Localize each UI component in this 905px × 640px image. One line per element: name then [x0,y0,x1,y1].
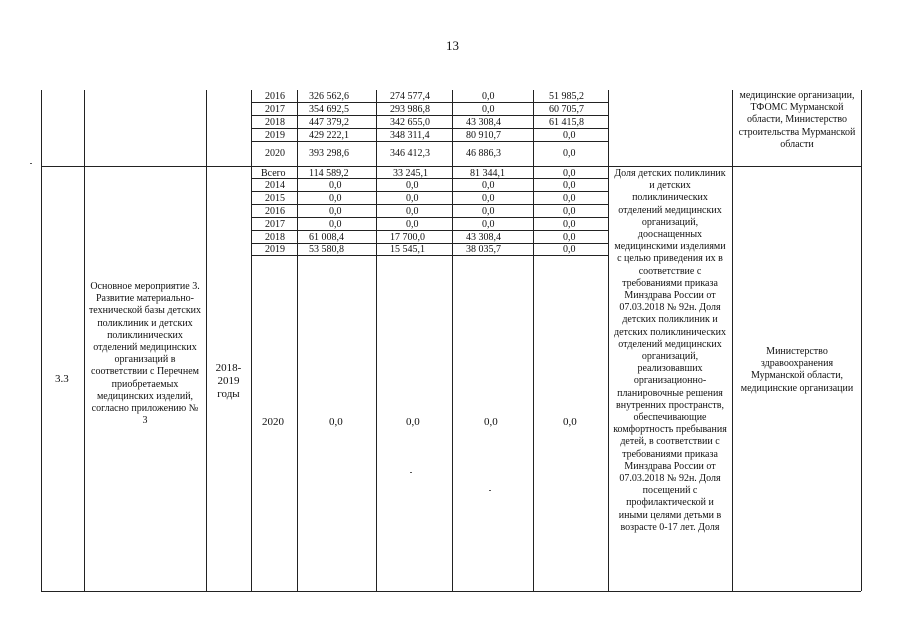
amount-cell: 0,0 [482,91,495,102]
amount-cell: 0,0 [406,219,419,230]
amount-cell: 0,0 [563,168,576,179]
table-border-right [861,90,862,591]
year-cell: 2016 [265,206,285,217]
row-divider [251,191,608,192]
amount-cell: 0,0 [563,193,576,204]
amount-cell: 274 577,4 [390,91,430,102]
amount-cell: 346 412,3 [390,148,430,159]
total-cell: 61 008,4 [309,232,344,243]
year-cell: 2017 [265,104,285,115]
amount-cell: 0,0 [563,130,576,141]
year-cell: 2015 [265,193,285,204]
amount-cell: 0,0 [563,180,576,191]
period-cell: 2018-2019 годы [215,362,242,400]
total-cell: 114 589,2 [309,168,349,179]
executors-cell: Министерство здравоохранения Мурманской области, медицинские организации [740,346,854,394]
total-cell: 0,0 [329,206,342,217]
total-cell: 0,0 [329,416,343,428]
row-divider [251,255,608,256]
amount-cell: 15 545,1 [390,244,425,255]
amount-cell: 17 700,0 [390,232,425,243]
amount-cell: 0,0 [563,206,576,217]
year-cell: 2019 [265,244,285,255]
total-cell: 53 580,8 [309,244,344,255]
amount-cell: 0,0 [563,416,577,428]
total-cell: 0,0 [329,180,342,191]
measure-title: Основное мероприятие 3. Развитие материально-технической базы детских поликлиник и детских поликлинических отделений медицинских организаций в соответствии с Перечнем приобретаемых медицинских изделий, согласно приложению № 3 [88,281,202,427]
amount-cell: 43 308,4 [466,117,501,128]
year-cell: 2019 [265,130,285,141]
amount-cell: 80 910,7 [466,130,501,141]
scan-mark [489,490,491,491]
page-number: 13 [446,38,459,53]
executors-cell: медицинские организации, ТФОМС Мурманской области, Министерство строительства Мурманской области [738,90,856,150]
amount-cell: 81 344,1 [470,168,505,179]
amount-cell: 0,0 [482,193,495,204]
section-divider [41,166,861,167]
total-cell: 429 222,1 [309,130,349,141]
amount-cell: 61 415,8 [549,117,584,128]
year-cell: 2017 [265,219,285,230]
year-cell: 2020 [265,148,285,159]
year-cell: 2018 [265,117,285,128]
table-border-bottom [41,591,861,592]
amount-cell: 0,0 [406,416,420,428]
row-divider [251,230,608,231]
amount-cell: 0,0 [563,244,576,255]
amount-cell: 0,0 [482,104,495,115]
amount-cell: 342 655,0 [390,117,430,128]
total-cell: 0,0 [329,193,342,204]
amount-cell: 0,0 [484,416,498,428]
item-number: 3.3 [55,373,69,385]
indicator-cell: Доля детских поликлиник и детских поликлинических отделений медицинских организаций, дооснащенных медицинскими изделиями с целью приведения их в соответствие с требованиями приказа Минздрава России от 07.03.2018 № 92н. Доля детских поликлиник и детских поликлинических отделений медицинских организаций, реализовавших организационно-планировочные решения внутренних пространств, обеспечивающие комфортность пребывания детей, в соответствии с требованиями приказа Минздрава России от 07.03.2018 № 92н. Доля посещений с профилактической и иными целями детьми в возрасте 0-17 лет. Доля [613,168,727,533]
amount-cell: 43 308,4 [466,232,501,243]
amount-cell: 0,0 [406,193,419,204]
row-divider [251,204,608,205]
amount-cell: 0,0 [482,219,495,230]
year-cell: 2016 [265,91,285,102]
amount-cell: 0,0 [406,180,419,191]
amount-cell: 0,0 [563,148,576,159]
amount-cell: 293 986,8 [390,104,430,115]
amount-cell: 0,0 [482,206,495,217]
total-cell: 326 562,6 [309,91,349,102]
amount-cell: 33 245,1 [393,168,428,179]
year-cell: Всего [261,168,286,179]
amount-cell: 0,0 [482,180,495,191]
amount-cell: 0,0 [563,232,576,243]
amount-cell: 51 985,2 [549,91,584,102]
scan-mark [410,472,412,473]
total-cell: 393 298,6 [309,148,349,159]
total-cell: 447 379,2 [309,117,349,128]
row-divider [251,243,608,244]
amount-cell: 38 035,7 [466,244,501,255]
year-cell: 2018 [265,232,285,243]
total-cell: 354 692,5 [309,104,349,115]
total-cell: 0,0 [329,219,342,230]
scan-mark [30,163,32,164]
row-divider [251,178,608,179]
amount-cell: 348 311,4 [390,130,430,141]
amount-cell: 46 886,3 [466,148,501,159]
amount-cell: 0,0 [563,219,576,230]
year-cell: 2020 [262,416,284,428]
amount-cell: 60 705,7 [549,104,584,115]
year-cell: 2014 [265,180,285,191]
row-divider [251,217,608,218]
amount-cell: 0,0 [406,206,419,217]
